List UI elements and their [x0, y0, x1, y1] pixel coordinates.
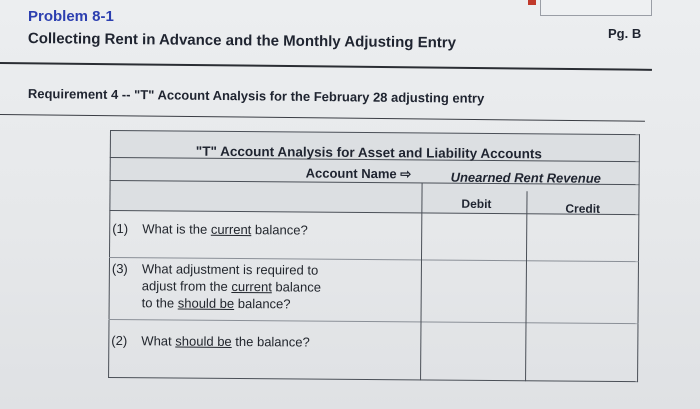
row3-debit-cell[interactable] — [422, 260, 526, 322]
question-should-be-balance: (2) What should be the balance? — [111, 333, 310, 350]
row2-debit-cell[interactable] — [421, 322, 525, 380]
row1-credit-cell[interactable] — [527, 214, 638, 261]
account-name: Unearned Rent Revenue — [450, 169, 601, 186]
red-mark — [528, 0, 536, 5]
problem-number: Problem 8-1 — [28, 8, 114, 25]
right-arrow-icon: ⇨ — [400, 166, 412, 182]
account-name-label: Account Name ⇨ — [305, 165, 412, 182]
table-title: "T" Account Analysis for Asset and Liability Accounts — [195, 143, 542, 162]
credit-header: Credit — [565, 201, 601, 216]
problem-title: Collecting Rent in Advance and the Monthly Adjusting Entry — [27, 30, 457, 52]
debit-header: Debit — [461, 196, 492, 211]
question-adjustment: (3) What adjustment is required to adjust from the current balance to the should be balance? — [111, 261, 322, 312]
requirement-heading: Requirement 4 -- "T" Account Analysis for the February 28 adjusting entry — [27, 86, 485, 106]
row2-credit-cell[interactable] — [526, 323, 637, 381]
question-current-balance: (1) What is the current balance? — [112, 221, 308, 238]
row1-debit-cell[interactable] — [422, 213, 526, 260]
t-account-table — [108, 130, 640, 382]
name-box — [540, 0, 652, 16]
page-label: Pg. B — [608, 26, 642, 41]
row3-credit-cell[interactable] — [527, 261, 638, 323]
